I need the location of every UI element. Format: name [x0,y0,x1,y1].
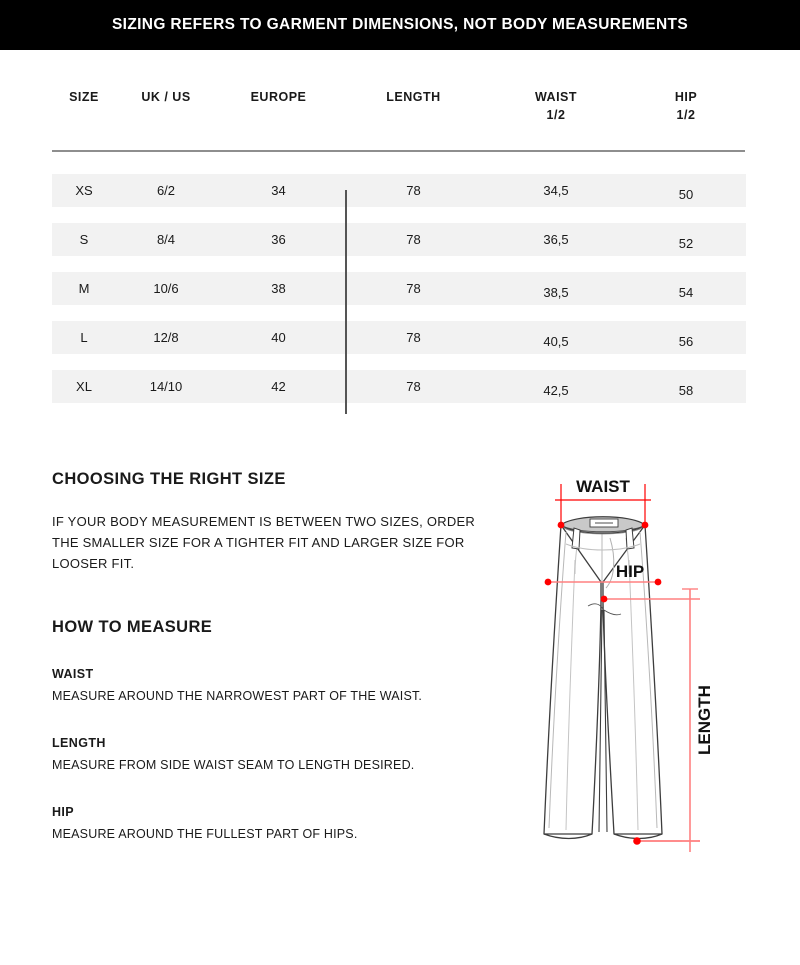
column-header-waist-label: WAIST [534,90,578,104]
cell-europe: 42 [216,370,341,403]
cell-hip: 52 [626,223,746,256]
cell-length: 78 [341,223,486,256]
cell-uk-us: 10/6 [116,272,216,305]
cell-hip: 50 [626,174,746,207]
hip-label: HIP [615,562,645,581]
header-banner [0,0,800,50]
measure-block-hip [52,805,482,844]
column-header-size [52,88,116,144]
waist-right-marker-dot [642,522,649,529]
table-row [52,174,746,207]
table-row [52,370,746,403]
cell-uk-us: 12/8 [116,321,216,354]
table-row [52,272,746,305]
belt-loop-left [572,528,580,549]
measure-block-waist [52,667,482,706]
column-header-size-label: SIZE [69,90,99,104]
cell-uk-us: 6/2 [116,174,216,207]
table-row [52,321,746,354]
size-table-body [52,174,746,403]
banner-title: SIZING REFERS TO GARMENT DIMENSIONS, NOT BODY MEASUREMENTS [111,16,689,33]
choosing-right-size-body: IF YOUR BODY MEASUREMENT IS BETWEEN TWO SIZES, ORDER THE SMALLER SIZE FOR A TIGHTER FIT AND LARGER SIZE FOR LOOSER FIT. [52,514,476,571]
header-spacer-row [52,158,746,174]
belt-loop-right [626,528,634,549]
measure-hip-description: MEASURE AROUND THE FULLEST PART OF HIPS. [52,827,358,841]
measure-length-label: LENGTH [52,736,106,750]
hip-right-marker-dot [655,579,662,586]
measure-waist-description: MEASURE AROUND THE NARROWEST PART OF THE WAIST. [52,689,423,703]
trousers-illustration [544,517,662,839]
row-gap [52,207,746,223]
waist-left-marker-dot [558,522,565,529]
cell-length: 78 [341,321,486,354]
column-header-waist-sublabel: 1/2 [546,108,566,123]
cell-hip: 54 [626,272,746,305]
cell-europe: 36 [216,223,341,256]
column-header-europe-label: EUROPE [250,90,307,104]
table-header-row [52,88,746,144]
cell-length: 78 [341,174,486,207]
measure-waist-label: WAIST [52,667,94,681]
cell-length: 78 [341,370,486,403]
column-header-europe [216,88,341,144]
column-header-hip [626,88,746,144]
cell-uk-us: 8/4 [116,223,216,256]
info-column [52,470,482,844]
size-table-head [52,88,746,174]
column-header-hip-label: HIP [674,90,698,104]
waist-label: WAIST [576,477,630,496]
column-header-uk-us-label: UK / US [141,90,191,104]
how-to-measure-title: HOW TO MEASURE [52,618,213,636]
cell-hip: 58 [626,370,746,403]
table-vertical-divider [345,190,347,414]
measure-length-description: MEASURE FROM SIDE WAIST SEAM TO LENGTH DESIRED. [52,758,415,772]
measure-hip-label: HIP [52,805,75,819]
header-divider-line [52,150,745,152]
cell-hip: 56 [626,321,746,354]
column-header-waist [486,88,626,144]
row-gap [52,305,746,321]
cell-length: 78 [341,272,486,305]
cell-size: L [52,321,116,354]
cell-size: S [52,223,116,256]
row-gap [52,354,746,370]
row-gap [52,256,746,272]
cell-europe: 38 [216,272,341,305]
size-table [52,88,746,403]
length-top-marker-dot [601,596,608,603]
cell-uk-us: 14/10 [116,370,216,403]
length-label: LENGTH [695,685,714,755]
column-header-hip-sublabel: 1/2 [676,108,696,123]
left-leg-outline [544,525,601,834]
left-hem-line [544,834,592,839]
header-rule-row [52,144,746,158]
column-header-length-label: LENGTH [386,90,441,104]
cell-europe: 40 [216,321,341,354]
choosing-right-size-title: CHOOSING THE RIGHT SIZE [52,470,286,488]
cell-size: XS [52,174,116,207]
measure-block-length [52,736,482,775]
cell-waist: 38,5 [486,272,626,305]
length-bottom-marker-dot [633,837,641,845]
header-rule-cell [52,144,746,158]
cell-waist: 34,5 [486,174,626,207]
column-header-length [341,88,486,144]
trousers-measurement-diagram [500,462,800,862]
cell-europe: 34 [216,174,341,207]
column-header-uk-us [116,88,216,144]
cell-waist: 42,5 [486,370,626,403]
cell-size: XL [52,370,116,403]
cell-waist: 36,5 [486,223,626,256]
size-table-container [52,88,746,403]
hip-left-marker-dot [545,579,552,586]
cell-size: M [52,272,116,305]
table-row [52,223,746,256]
cell-waist: 40,5 [486,321,626,354]
